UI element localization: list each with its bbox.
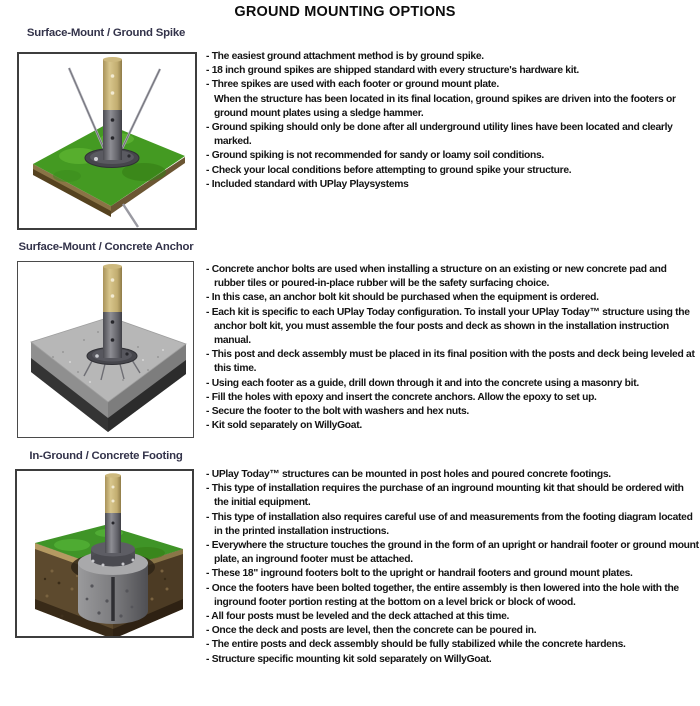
concrete-footing-bullet-list [206, 468, 699, 667]
concrete-footing-image-frame [15, 469, 194, 638]
bullet-line: - These 18" inground footers bolt to the upright or handrail footers and ground mount plates. [206, 568, 633, 580]
bullet-line: - Kit sold separately on WillyGoat. [206, 420, 362, 432]
concrete-anchor-image-frame [17, 261, 194, 438]
concrete-anchor-illustration [18, 262, 193, 437]
concrete-footing-illustration [17, 471, 192, 636]
ground-spike-image-frame [17, 52, 197, 230]
section-heading-concrete-footing: In-Ground / Concrete Footing [29, 450, 183, 462]
bullet-line: - Ground spiking is not recommended for sandy or loamy soil conditions. [206, 150, 544, 162]
bullet-line: - Ground spiking should only be done after all underground utility lines have been located and clearly marked. [206, 122, 673, 148]
concrete-anchor-bullet-list [206, 263, 699, 433]
bullet-line: - Everywhere the structure touches the ground in the form of an upright or handrail footer or ground mount plate, an inground footer must be attached. [206, 540, 699, 566]
bullet-line: - Using each footer as a guide, drill down through it and into the concrete using a masonry bit. [206, 377, 639, 389]
bullet-line: - Three spikes are used with each footer or ground mount plate. [206, 79, 499, 91]
bullet-line: - Each kit is specific to each UPlay Today configuration. To install your UPlay Today™ structure using the anchor bolt kit, you must assemble the four posts and deck as shown in the installation instruction manual. [206, 306, 690, 347]
bullet-line: - Once the deck and posts are level, then the concrete can be poured in. [206, 625, 537, 637]
bullet-line: - 18 inch ground spikes are shipped standard with every structure's hardware kit. [206, 65, 579, 77]
page-title: GROUND MOUNTING OPTIONS [234, 4, 456, 20]
bullet-line: - The easiest ground attachment method is by ground spike. [206, 51, 484, 62]
bullet-line: - Once the footers have been bolted together, the entire assembly is then lowered into the hole with the inground footer portion resting at the bottom on a level brick or block of wood. [206, 582, 679, 608]
section-heading-ground-spike: Surface-Mount / Ground Spike [26, 27, 186, 39]
section-heading-concrete-anchor: Surface-Mount / Concrete Anchor [18, 241, 194, 253]
bullet-line: - Concrete anchor bolts are used when installing a structure on an existing or new concrete pad and rubber tiles or poured-in-place rubber will be the safety surfacing choice. [206, 264, 667, 290]
bullet-line: - The entire posts and deck assembly should be fully stabilized while the concrete hardens. [206, 639, 626, 651]
bullet-line: - This type of installation also requires careful use of and measurements from the footing diagram located in the printed installation instructions. [206, 511, 693, 537]
bullet-line: - Secure the footer to the bolt with washers and hex nuts. [206, 406, 469, 418]
ground-spike-illustration [19, 54, 195, 228]
bullet-line: - Included standard with UPlay Playsystems [206, 178, 409, 190]
bullet-line: - Fill the holes with epoxy and insert the concrete anchors. Allow the epoxy to set up. [206, 391, 597, 403]
bullet-line: - This post and deck assembly must be placed in its final position with the posts and deck being leveled at this time. [206, 349, 695, 375]
bullet-line: - Structure specific mounting kit sold separately on WillyGoat. [206, 653, 492, 665]
bullet-line: - In this case, an anchor bolt kit should be purchased when the equipment is ordered. [206, 292, 599, 304]
bullet-line: - This type of installation requires the purchase of an inground mounting kit that should be ordered with the initial equipment. [206, 483, 684, 509]
ground-spike-bullet-list [206, 50, 699, 192]
bullet-line: - Check your local conditions before attempting to ground spike your structure. [206, 164, 572, 176]
bullet-continuation-line: When the structure has been located in its final location, ground spikes are driven into the footers or ground mount plates using a sledge hammer. [214, 93, 676, 119]
bullet-line: - All four posts must be leveled and the deck attached at this time. [206, 611, 510, 623]
bullet-line: - UPlay Today™ structures can be mounted in post holes and poured concrete footings. [206, 469, 611, 480]
